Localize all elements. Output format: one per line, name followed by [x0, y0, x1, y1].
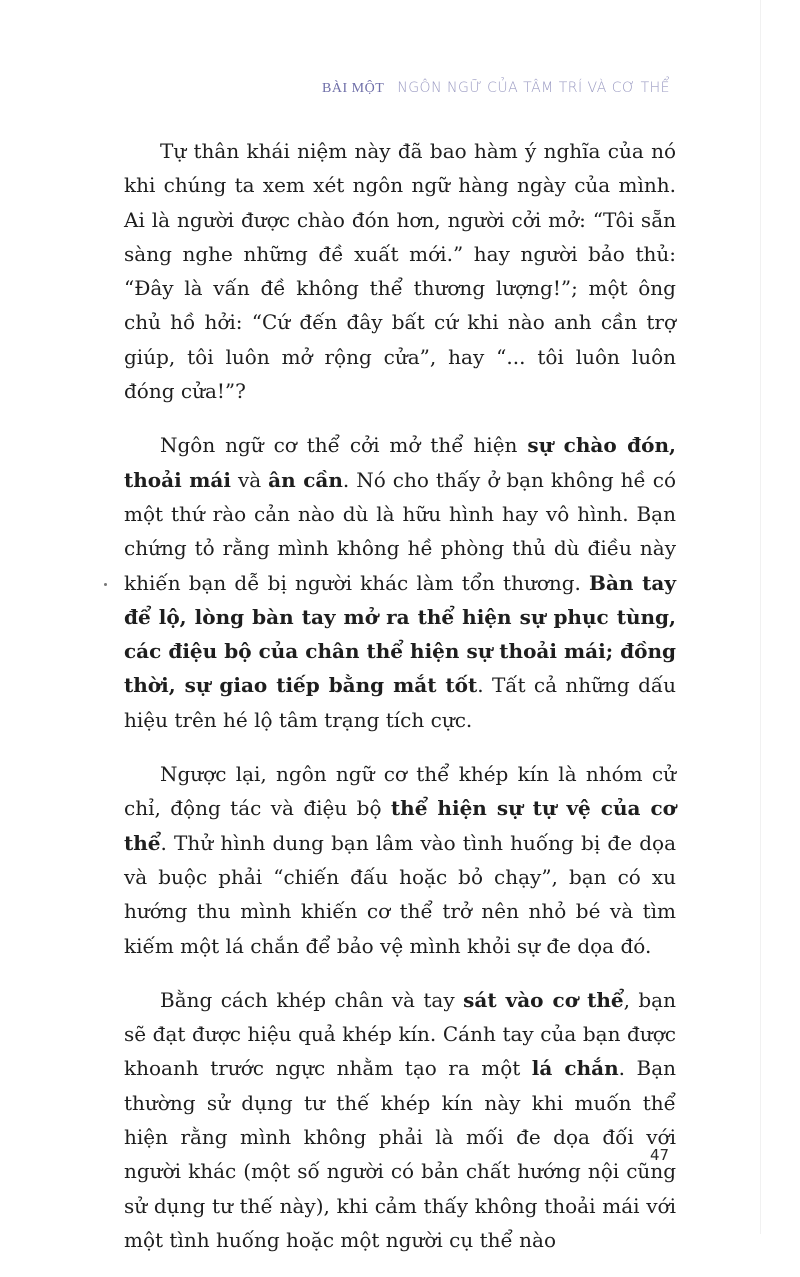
- header-part-label: BÀI MỘT: [322, 81, 385, 96]
- paragraph: [124, 134, 676, 408]
- paragraph-text: Ngược lại, ngôn ngữ cơ thể khép kín là nhóm cử chỉ, động tác và điệu bộ: [124, 762, 676, 821]
- running-header: [322, 80, 670, 97]
- paragraph-text: Ngôn ngữ cơ thể cởi mở thể hiện: [160, 433, 528, 458]
- paragraph-text: . Tất cả những dấu hiệu trên hé lộ tâm trạng tích cực.: [124, 673, 677, 732]
- paragraph-text: , bạn sẽ đạt được hiệu quả khép kín. Cánh tay của bạn được khoanh trước ngực nhằm tạo ra một: [124, 987, 676, 1081]
- emphasis-text: ân cần: [268, 467, 343, 492]
- paragraph-text: . Thử hình dung bạn lâm vào tình huống bị đe dọa và buộc phải “chiến đấu hoặc bỏ chạy”, bạn có xu hướng thu mình khiến cơ thể trở nên nhỏ bé và tìm kiếm một lá chắn để bảo vệ mình khỏi sự đe dọa đó.: [124, 830, 676, 958]
- emphasis-text: Bàn tay để lộ, lòng bàn tay mở ra thể hiện sự phục tùng, các điệu bộ của chân thể hiện sự thoải mái; đồng thời, sự giao tiếp bằng mắt tốt: [124, 570, 676, 698]
- paragraph: [124, 757, 676, 963]
- emphasis-text: lá chắn: [531, 1056, 619, 1081]
- body-text: [124, 134, 676, 1277]
- emphasis-text: sát vào cơ thể: [463, 987, 624, 1012]
- paragraph-text: Tự thân khái niệm này đã bao hàm ý nghĩa của nó khi chúng ta xem xét ngôn ngữ hàng ngày của mình. Ai là người được chào đón hơn, người cởi mở: “Tôi sẵn sàng nghe những đề xuất mới.” hay người bảo thủ: “Đây là vấn đề không thể thương lượng!”; một ông chủ hồ hởi: “Cứ đến đây bất cứ khi nào anh cần trợ giúp, tôi luôn mở rộng cửa”, hay “... tôi luôn luôn đóng cửa!”?: [124, 139, 676, 404]
- margin-speck: [104, 583, 107, 586]
- page-edge-divider: [760, 0, 761, 1234]
- paragraph-text: . Bạn thường sử dụng tư thế khép kín này khi muốn thể hiện rằng mình không phải là mối đe dọa đối với người khác (một số người có bản chất hướng nội cũng sử dụng tư thế này), khi cảm thấy không thoải mái với một tình huống hoặc một người cụ thể nào: [124, 1056, 676, 1252]
- emphasis-text: thể hiện sự tự vệ của cơ thể: [124, 796, 676, 855]
- paragraph-text: Bằng cách khép chân và tay: [160, 987, 464, 1012]
- paragraph: [124, 983, 676, 1257]
- page-number: 47: [650, 1146, 670, 1164]
- paragraph-text: . Nó cho thấy ở bạn không hề có một thứ rào cản nào dù là hữu hình hay vô hình. Bạn chứng tỏ rằng mình không hề phòng thủ dù điều này khiến bạn dễ bị người khác làm tổn thương.: [124, 467, 677, 595]
- header-chapter-title: NGÔN NGỮ CỦA TÂM TRÍ VÀ CƠ THỂ: [397, 80, 670, 96]
- emphasis-text: sự chào đón, thoải mái: [124, 433, 676, 492]
- paragraph: [124, 428, 676, 737]
- paragraph-text: và: [230, 467, 269, 492]
